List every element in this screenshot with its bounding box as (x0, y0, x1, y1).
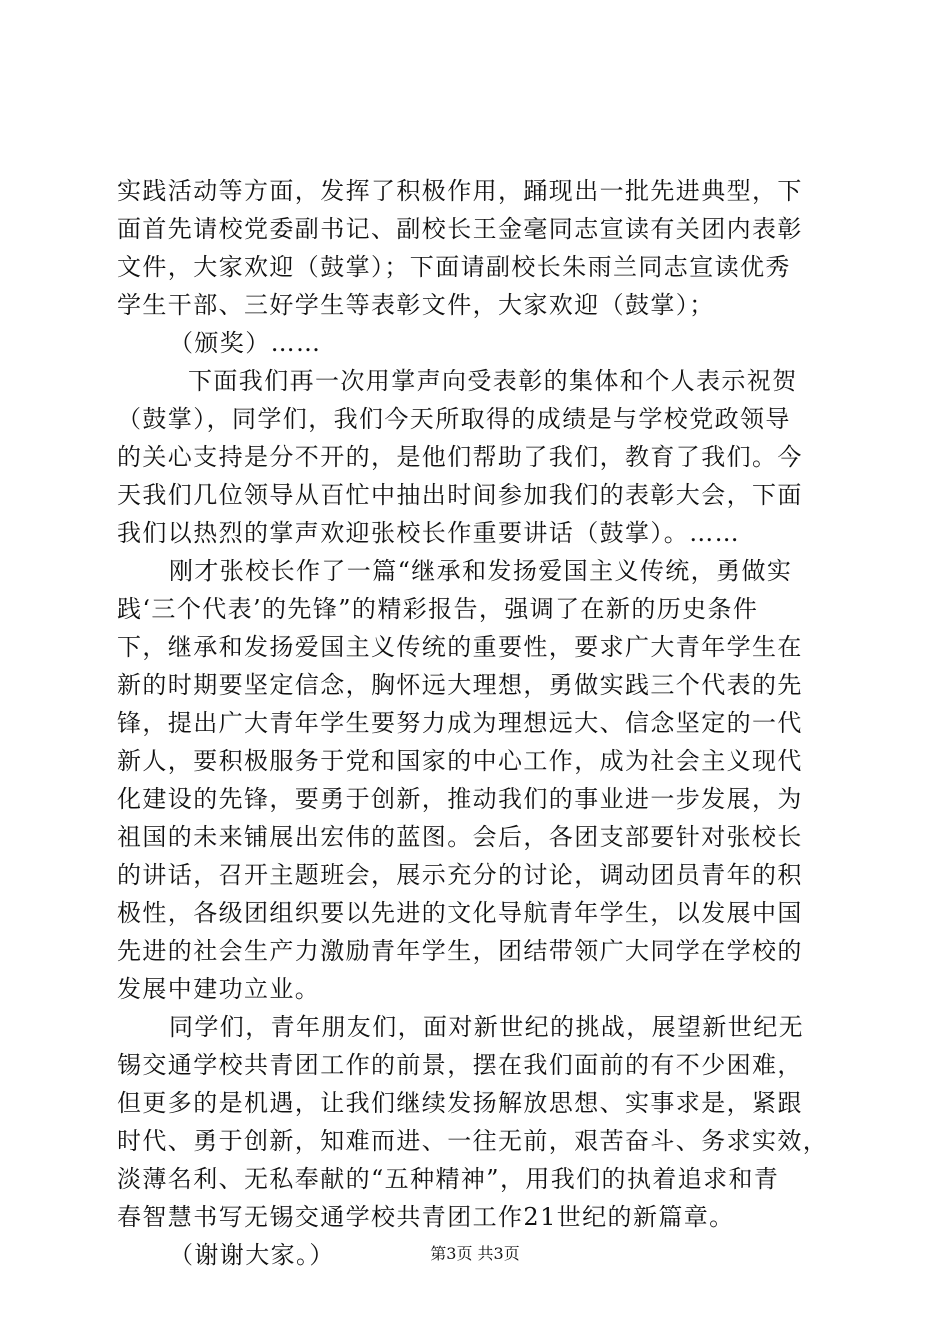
text-line: 面首先请校党委副书记、副校长王金毫同志宣读有关团内表彰 (117, 215, 803, 243)
text-line: 极性，各级团组织要以先进的文化导航青年学生，以发展中国 (117, 899, 803, 927)
text-line: 天我们几位领导从百忙中抽出时间参加我们的表彰大会，下面 (117, 481, 803, 509)
text-line: 文件，大家欢迎（鼓掌）；下面请副校长朱雨兰同志宣读优秀 (117, 253, 791, 281)
text-line: 学生干部、三好学生等表彰文件，大家欢迎（鼓掌）； (117, 291, 715, 319)
text-line: （谢谢大家。） (169, 1241, 335, 1269)
text-line: （颁奖）…… (169, 329, 322, 357)
text-line: 的关心支持是分不开的，是他们帮助了我们，教育了我们。今 (117, 443, 803, 471)
text-line: 锡交通学校共青团工作的前景，摆在我们面前的有不少困难， (117, 1051, 803, 1079)
text-line: 下面我们再一次用掌声向受表彰的集体和个人表示祝贺 (188, 367, 798, 395)
text-line: 同学们，青年朋友们，面对新世纪的挑战，展望新世纪无 (169, 1013, 804, 1041)
text-line: 春智慧书写无锡交通学校共青团工作21世纪的新篇章。 (117, 1203, 735, 1231)
text-line: 化建设的先锋，要勇于创新，推动我们的事业进一步发展，为 (117, 785, 803, 813)
text-line: 祖国的未来铺展出宏伟的蓝图。会后，各团支部要针对张校长 (117, 823, 803, 851)
page-number-footer: 第3页 共3页 (430, 1244, 520, 1263)
text-line: 时代、勇于创新，知难而进、一往无前，艰苦奋斗、务求实效， (117, 1127, 829, 1155)
text-line: 新的时期要坚定信念，胸怀远大理想，勇做实践三个代表的先 (117, 671, 803, 699)
text-line: 的讲话，召开主题班会，展示充分的讨论，调动团员青年的积 (117, 861, 803, 889)
text-line: 新人，要积极服务于党和国家的中心工作，成为社会主义现代 (117, 747, 803, 775)
text-line: 下，继承和发扬爱国主义传统的重要性，要求广大青年学生在 (117, 633, 803, 661)
text-line: 实践活动等方面，发挥了积极作用，踊现出一批先进典型，下 (117, 177, 803, 205)
text-line: 锋，提出广大青年学生要努力成为理想远大、信念坚定的一代 (117, 709, 803, 737)
text-line: 我们以热烈的掌声欢迎张校长作重要讲话（鼓掌）。…… (117, 519, 740, 547)
text-line: 发展中建功立业。 (117, 975, 321, 1003)
text-line: 淡薄名利、无私奉献的“五种精神”，用我们的执着追求和青 (117, 1165, 780, 1193)
text-line: 践‘三个代表’的先锋”的精彩报告，强调了在新的历史条件 (117, 595, 759, 623)
text-line: 但更多的是机遇，让我们继续发扬解放思想、实事求是，紧跟 (117, 1089, 803, 1117)
text-line: （鼓掌），同学们，我们今天所取得的成绩是与学校党政领导 (117, 405, 791, 433)
text-line: 先进的社会生产力激励青年学生，团结带领广大同学在学校的 (117, 937, 803, 965)
text-line: 刚才张校长作了一篇“继承和发扬爱国主义传统，勇做实 (169, 557, 793, 585)
document-body (117, 172, 837, 1274)
